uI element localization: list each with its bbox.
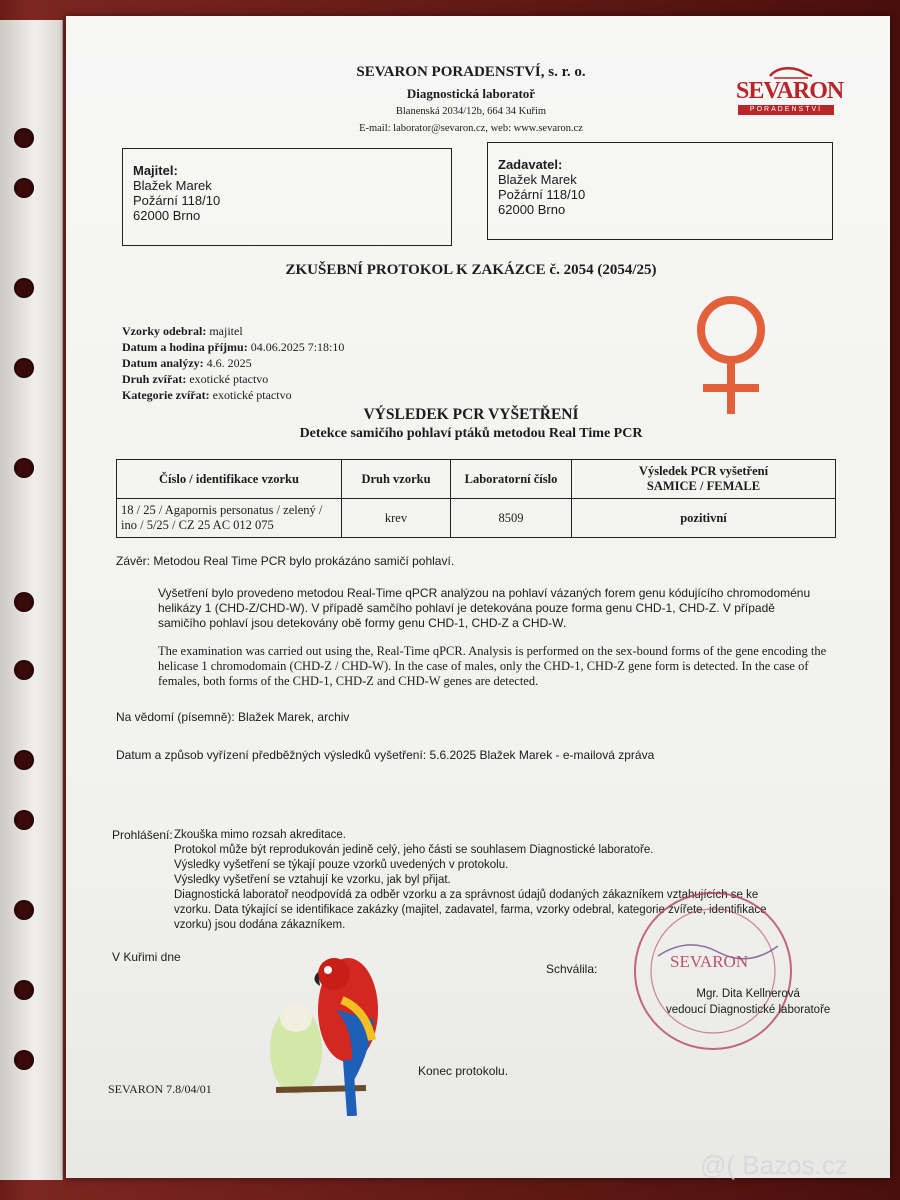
punch-hole [14,128,34,148]
lab-department: Diagnostická laboratoř [406,86,536,101]
sample-metadata [122,323,344,403]
protocol-title: ZKUŠEBNÍ PROTOKOL K ZAKÁZCE č. 2054 (2054/25) [285,262,657,278]
meta-value: 04.06.2025 7:18:10 [250,340,345,354]
cell-result: pozitivní [572,499,836,538]
lab-stamp [628,886,798,1056]
meta-value: exotické ptactvo [212,388,292,402]
lab-name: SEVARON PORADENSTVÍ, s. r. o. [356,64,586,80]
declaration-label: Prohlášení: [112,828,173,842]
signer-name: Mgr. Dita Kellnerová [696,988,800,1000]
client-city: 62000 Brno [498,202,566,217]
result-title: VÝSLEDEK PCR VYŠETŘENÍ [363,406,579,423]
client-label: Zadavatel: [498,157,563,172]
table-row [117,499,836,538]
signature-block [666,986,830,1018]
client-box [487,142,833,240]
lab-contact: E-mail: laborator@sevaron.cz, web: www.sevaron.cz [359,123,583,134]
cell-sample-type: krev [342,499,451,538]
declaration-line: Výsledky vyšetření se týkají pouze vzorků uvedených v protokolu. [174,859,509,871]
cell-lab-number: 8509 [451,499,572,538]
binder-strip [0,20,63,1180]
meta-label: Kategorie zvířat: [122,388,210,402]
punch-hole [14,458,34,478]
meta-label: Druh zvířat: [122,372,187,386]
owner-street: Požární 118/10 [133,193,221,208]
punch-hole [14,178,34,198]
distribution-note: Na vědomí (písemně): Blažek Marek, archiv [116,710,350,724]
punch-hole [14,592,34,612]
conclusion: Závěr: Metodou Real Time PCR bylo prokázáno samičí pohlaví. [116,554,455,568]
punch-hole [14,660,34,680]
meta-label: Datum analýzy: [122,356,204,370]
meta-value: 4.6. 2025 [206,356,252,370]
punch-hole [14,278,34,298]
female-symbol-icon [693,292,769,418]
table-header-row [117,460,836,499]
end-of-protocol: Konec protokolu. [418,1064,509,1078]
owner-box [122,148,452,246]
punch-hole [14,358,34,378]
punch-hole [14,980,34,1000]
punch-hole [14,900,34,920]
approved-label: Schválila: [546,962,598,976]
owner-name: Blažek Marek [133,178,212,193]
logo-subtext: PORADENSTVÍ [738,105,834,115]
cell-sample-id [117,499,342,538]
header-result [572,460,836,499]
sevaron-logo [734,58,844,118]
punch-hole [14,1050,34,1070]
header-result-label: Výsledek PCR vyšetření [638,464,769,478]
declaration-line: vzorku. Data týkající se identifikace zakázky (majitel, zadavatel, farma, vzorky odebral, kategorie zvířete, identifikace [174,904,767,916]
protocol-document [66,16,890,1178]
header-lab-number: Laboratorní číslo [451,460,572,499]
owner-city: 62000 Brno [133,208,201,223]
place-date-label: V Kuřimi dne [112,950,181,964]
declaration-line: Protokol může být reprodukován jedině celý, jeho části se souhlasem Diagnostické laboratoře. [174,844,654,856]
logo-text: SEVARON [736,78,844,104]
header-result-sex: SAMICE / FEMALE [646,479,761,493]
declaration-line: Zkouška mimo rozsah akreditace. [174,829,346,841]
sample-id-line: ino / 5/25 / CZ 25 AC 012 075 [121,518,274,532]
result-table [116,459,836,538]
owner-label: Majitel: [133,163,178,178]
punch-hole [14,750,34,770]
sample-id-line: 18 / 25 / Agapornis personatus / zelený / [121,503,323,517]
result-subtitle: Detekce samičího pohlaví ptáků metodou Real Time PCR [299,426,643,441]
meta-value: majitel [209,324,243,338]
meta-label: Datum a hodina příjmu: [122,340,248,354]
bazos-watermark: @( Bazos.cz [700,1150,848,1180]
punch-hole [14,810,34,830]
client-name: Blažek Marek [498,172,577,187]
document-code: SEVARON 7.8/04/01 [108,1082,212,1096]
declaration-line: Výsledky vyšetření se vztahují ke vzorku, jak byl přijat. [174,874,451,886]
declaration-line: Diagnostická laboratoř neodpovídá za odběr vzorku a za správnost údajů dodaných zákazníkem vztahujících se ke [174,889,759,901]
stamp-text: SEVARON [670,952,749,971]
parrot-sticker-image [256,940,396,1116]
declaration-line: vzorku) jsou dodána zákazníkem. [174,919,346,931]
client-street: Požární 118/10 [498,187,586,202]
lab-address: Blanenská 2034/12b, 664 34 Kuřim [395,106,547,117]
meta-label: Vzorky odebral: [122,324,207,338]
preliminary-results-note: Datum a způsob vyřízení předběžných výsledků vyšetření: 5.6.2025 Blažek Marek - e-mailová zpráva [116,748,655,762]
method-description-en: The examination was carried out using the, Real-Time qPCR. Analysis is performed on the sex-bound forms of the gene encoding the helicase 1 chromodomain (CHD-Z / CHD-W). In the case of males, only the CHD-1, CHD-Z gene form is detected. In the case of females, both forms of the CHD-1, CHD-Z and CHD-W genes are detected. [158,644,827,688]
header-sample-id: Číslo / identifikace vzorku [117,460,342,499]
method-description-cz: Vyšetření bylo provedeno metodou Real-Time qPCR analýzou na pohlaví vázaných forem genu kódujícího chromodoménu helikázy 1 (CHD-Z/CHD-W). V případě samčího pohlaví je detekována pouze forma genu CHD-1, CHD-Z. V případě samičího pohlaví jsou detekovány obě formy genu CHD-1, CHD-Z a CHD-W. [158,586,811,630]
meta-value: exotické ptactvo [189,372,269,386]
signer-role: vedoucí Diagnostické laboratoře [666,1004,831,1016]
header-sample-type: Druh vzorku [342,460,451,499]
